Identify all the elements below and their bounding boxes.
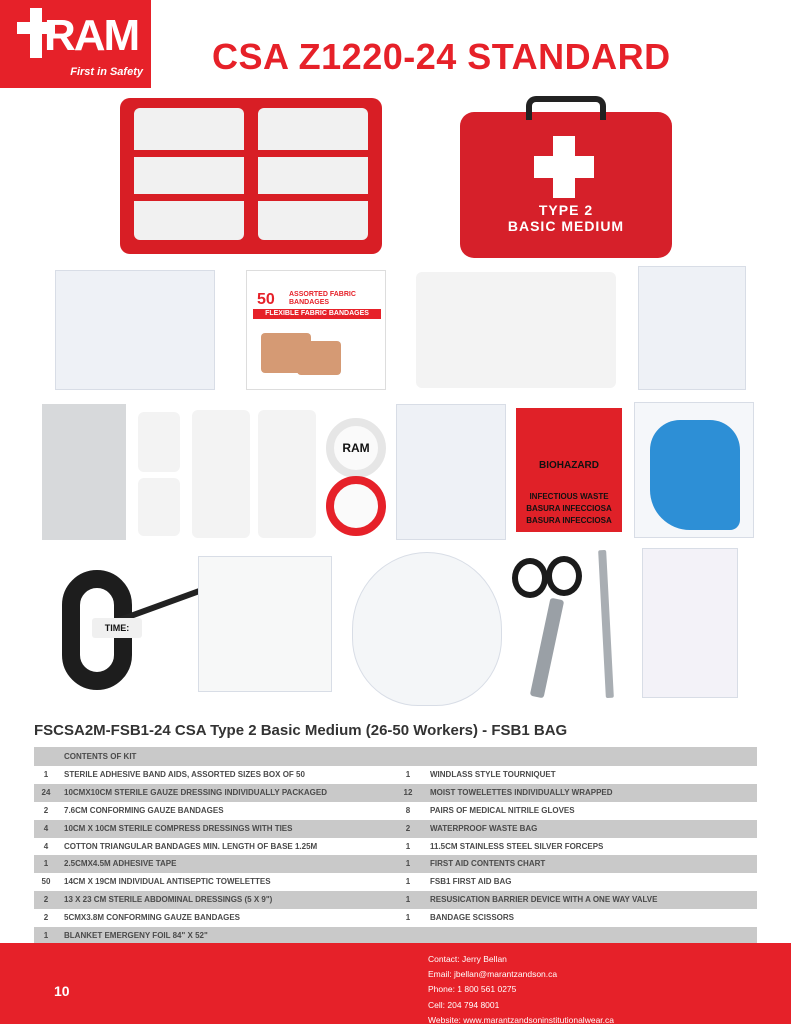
item-right: MOIST TOWELETTES INDIVIDUALLY WRAPPED [430,787,613,797]
gauze-roll-large-image [192,410,250,538]
table-row [34,820,757,838]
quantity-right: 1 [405,859,411,869]
item-right: WINDLASS STYLE TOURNIQUET [430,770,556,779]
quantity-right: 1 [405,895,411,905]
bandage-box-strip-text: FLEXIBLE FABRIC BANDAGES [265,310,369,317]
contact-name: Contact: Jerry Bellan [428,954,507,964]
bag-label-line1: TYPE 2 [538,202,594,218]
forceps-image [598,550,614,698]
table-row [34,855,757,873]
antiseptic-towelettes-image [198,556,332,692]
item-right: WATERPROOF WASTE BAG [430,823,538,833]
item-left: BLANKET EMERGENY FOIL 84" X 52" [64,931,208,941]
table-row [34,873,757,891]
item-right: 11.5CM STAINLESS STEEL SILVER FORCEPS [430,841,604,851]
quantity-right: 2 [405,823,411,833]
item-left: COTTON TRIANGULAR BANDAGES MIN. LENGTH OF BASE 1.25M [64,841,318,851]
footer [0,943,791,1024]
item-left: 10CMX10CM STERILE GAUZE DRESSING INDIVIDUALLY PACKAGED [64,787,328,797]
bandage-box-image [246,270,386,390]
contact-email[interactable]: Email: jbellan@marantzandson.ca [428,969,558,980]
item-left: STERILE ADHESIVE BAND AIDS, ASSORTED SIZES BOX OF 50 [64,770,305,779]
quantity-right: 1 [405,770,411,779]
biohazard-line3: BASURA INFECCIOSA [526,516,612,525]
item-left: 14CM X 19CM INDIVIDUAL ANTISEPTIC TOWELETTES [64,877,271,887]
contact-cell: Cell: 204 794 8001 [428,999,500,1010]
cpr-barrier-mask-image [352,552,502,706]
quantity-left: 2 [43,913,49,923]
nitrile-gloves-image [650,420,740,530]
item-right: PAIRS OF MEDICAL NITRILE GLOVES [430,805,575,815]
quantity-right: 1 [405,841,411,851]
logo-wordmark: RAM [44,11,139,60]
triangular-bandages-image [396,404,506,540]
bandage-box-text: ASSORTED FABRIC BANDAGES [289,291,356,306]
quantity-right: 8 [405,805,411,815]
biohazard-waste-bag-image [516,408,622,532]
quantity-left: 4 [43,823,49,833]
item-right: FIRST AID CONTENTS CHART [430,859,546,869]
quantity-left: 4 [43,841,49,851]
contact-website[interactable]: Website: www.marantzandsoninstitutionalwear.ca [428,1014,614,1024]
contents-table [34,747,757,945]
item-right: FSB1 FIRST AID BAG [430,877,512,887]
quantity-left: 1 [43,859,49,869]
open-first-aid-bag-image [120,98,382,254]
tourniquet-time-tag: TIME: [92,618,142,638]
contact-phone: Phone: 1 800 561 0275 [428,984,517,995]
conforming-gauze-bandages-image [416,272,616,388]
quantity-left: 24 [41,787,51,797]
page-title: CSA Z1220-24 STANDARD [212,36,671,77]
contents-header: CONTENTS OF KIT [34,747,757,766]
product-name: FSCSA2M-FSB1-24 CSA Type 2 Basic Medium (26-50 Workers) - FSB1 BAG [34,722,568,739]
bag-label-line2: BASIC MEDIUM [507,218,625,234]
item-left: 10CM X 10CM STERILE COMPRESS DRESSINGS WITH TIES [64,823,293,833]
biohazard-title: BIOHAZARD [539,460,599,471]
tape-brand-label: RAM [342,441,370,455]
table-row [34,784,757,802]
contact-block [428,952,614,1024]
bandage-scissors-image [512,552,582,702]
quantity-right: 12 [403,787,413,797]
emergency-foil-blanket-image [42,404,126,540]
quantity-left: 2 [43,895,49,905]
quantity-left: 50 [41,877,51,887]
quantity-right: 1 [405,877,411,887]
item-right: BANDAGE SCISSORS [430,913,515,923]
item-left: 5CMX3.8M CONFORMING GAUZE BANDAGES [64,913,241,923]
table-row [34,891,757,909]
table-row [34,766,757,784]
biohazard-line2: BASURA INFECCIOSA [526,504,612,513]
quantity-left: 1 [43,931,49,941]
adhesive-tape-roll-image [326,418,386,478]
table-row [34,838,757,856]
biohazard-line1: INFECTIOUS WASTE [529,492,609,501]
quantity-left: 1 [43,770,49,779]
brand-logo [0,0,151,88]
item-left: 13 X 23 CM STERILE ABDOMINAL DRESSINGS (5 X 9") [64,895,273,905]
quantity-right: 1 [405,913,411,923]
closed-first-aid-bag-image [460,96,672,258]
item-right: RESUSICATION BARRIER DEVICE WITH A ONE WAY VALVE [430,895,658,905]
item-left: 2.5CMX4.5M ADHESIVE TAPE [64,859,177,869]
sterile-compress-dressings-image [638,266,746,390]
logo-tagline: First in Safety [70,66,143,78]
windlass-tourniquet-image [62,560,182,690]
table-row [34,802,757,820]
page-number: 10 [54,983,70,999]
bandage-box-count: 50 [257,291,275,308]
quantity-left: 2 [43,805,49,815]
gauze-dressing-packs-image [55,270,215,390]
table-row [34,909,757,927]
gauze-roll-small-image [138,412,180,472]
item-left: 7.6CM CONFORMING GAUZE BANDAGES [64,805,224,815]
moist-towelettes-image [642,548,738,698]
